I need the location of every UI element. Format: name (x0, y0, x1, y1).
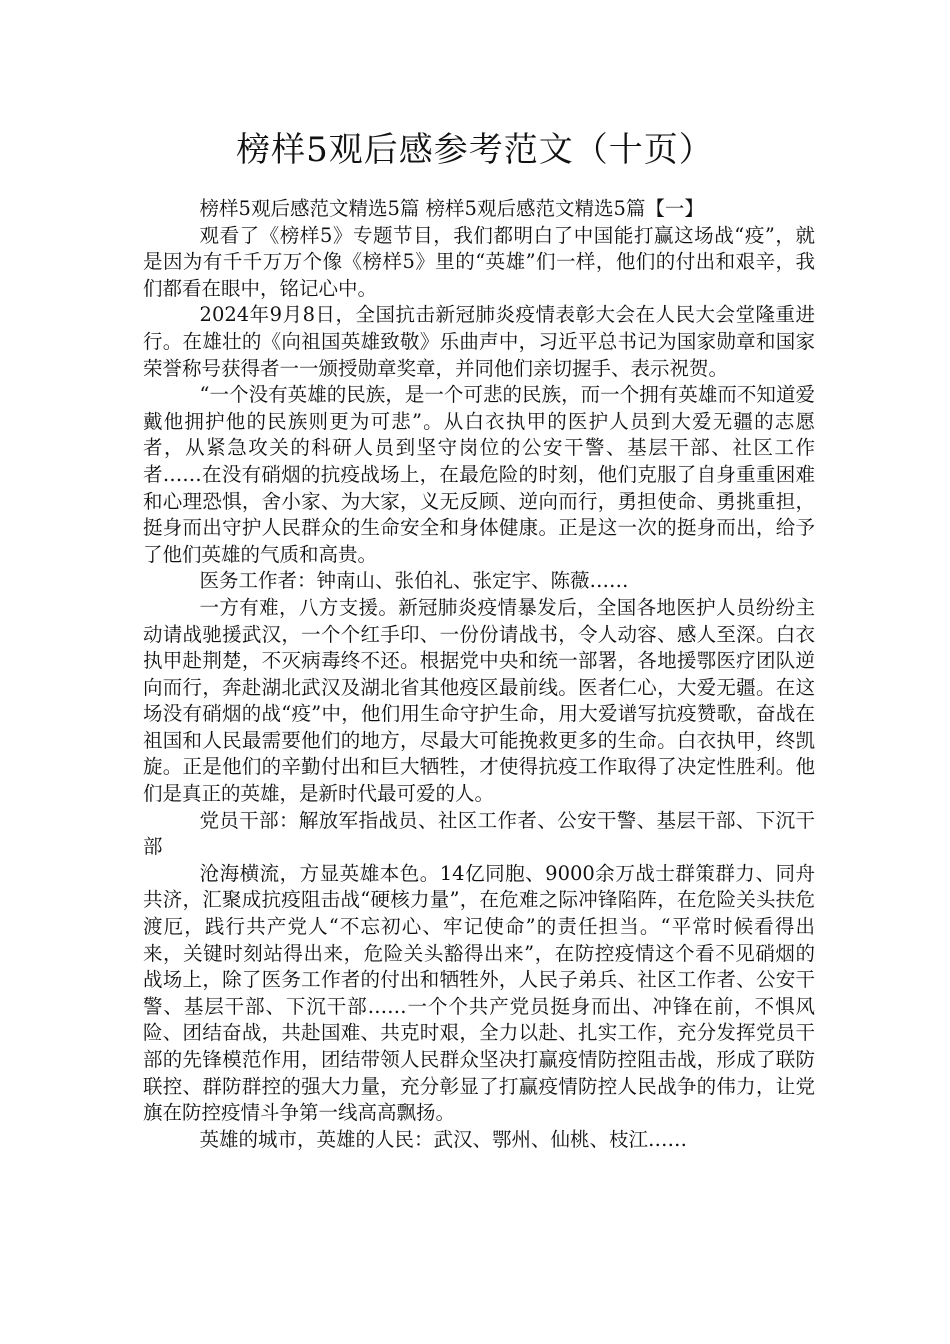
paragraph: “一个没有英雄的民族，是一个可悲的民族，而一个拥有英雄而不知道爱戴他拥护他的民族则更为可悲”。从白衣执甲的医护人员到大爱无疆的志愿者，从紧急攻关的科研人员到坚守岗位的公安干警、基层干部、社区工作者……在没有硝烟的抗疫战场上，在最危险的时刻，他们克服了自身重重困难和心理恐惧，舍小家、为大家，义无反顾、逆向而行，勇担使命、勇挑重担，挺身而出守护人民群众的生命安全和身体健康。正是这一次的挺身而出，给予了他们英雄的气质和高贵。 (143, 383, 815, 566)
paragraph: 英雄的城市，英雄的人民：武汉、鄂州、仙桃、枝江…… (199, 1127, 688, 1151)
document-body (143, 196, 815, 1153)
paragraph: 2024年9月8日，全国抗击新冠肺炎疫情表彰大会在人民大会堂隆重进行。在雄壮的《向祖国英雄致敬》乐曲声中，习近平总书记为国家勋章和国家荣誉称号获得者一一颁授勋章奖章，并同他们亲切握手、表示祝贺。 (143, 303, 815, 380)
paragraph: 一方有难，八方支援。新冠肺炎疫情暴发后，全国各地医护人员纷纷主动请战驰援武汉，一个个红手印、一份份请战书，令人动容、感人至深。白衣执甲赴荆楚，不灭病毒终不还。根据党中央和统一部署，各地援鄂医疗团队逆向而行，奔赴湖北武汉及湖北省其他疫区最前线。医者仁心，大爱无疆。在这场没有硝烟的战“疫”中，他们用生命守护生命，用大爱谱写抗疫赞歌，奋战在祖国和人民最需要他们的地方，尽最大可能挽救更多的生命。白衣执甲，终凯旋。正是他们的辛勤付出和巨大牺牲，才使得抗疫工作取得了决定性胜利。他们是真正的英雄，是新时代最可爱的人。 (143, 595, 815, 806)
paragraph: 观看了《榜样5》专题节目，我们都明白了中国能打赢这场战“疫”，就是因为有千千万万个像《榜样5》里的“英雄”们一样，他们的付出和艰辛，我们都看在眼中，铭记心中。 (143, 223, 815, 300)
paragraph-subtitle: 榜样5观后感范文精选5篇 榜样5观后感范文精选5篇【一】 (199, 197, 704, 220)
paragraph: 沧海横流，方显英雄本色。14亿同胞、9000余万战士群策群力、同舟共济，汇聚成抗疫阻击战“硬核力量”，在危难之际冲锋陷阵，在危险关头扶危渡厄，践行共产党人“不忘初心、牢记使命”的责任担当。“平常时候看得出来，关键时刻站得出来，危险关头豁得出来”，在防控疫情这个看不见硝烟的战场上，除了医务工作者的付出和牺牲外，人民子弟兵、社区工作者、公安干警、基层干部、下沉干部……一个个共产党员挺身而出、冲锋在前，不惧风险、团结奋战，共赴国难、共克时艰，全力以赴、扎实工作，充分发挥党员干部的先锋模范作用，团结带领人民群众坚决打赢疫情防控阻击战，形成了联防联控、群防群控的强大力量，充分彰显了打赢疫情防控人民战争的伟力，让党旗在防控疫情斗争第一线高高飘扬。 (143, 861, 815, 1125)
paragraph: 医务工作者：钟南山、张伯礼、张定宇、陈薇…… (199, 569, 629, 593)
paragraph: 党员干部：解放军指战员、社区工作者、公安干警、基层干部、下沉干部 (143, 808, 815, 859)
document-title: 榜样5观后感参考范文（十页） (236, 130, 714, 170)
